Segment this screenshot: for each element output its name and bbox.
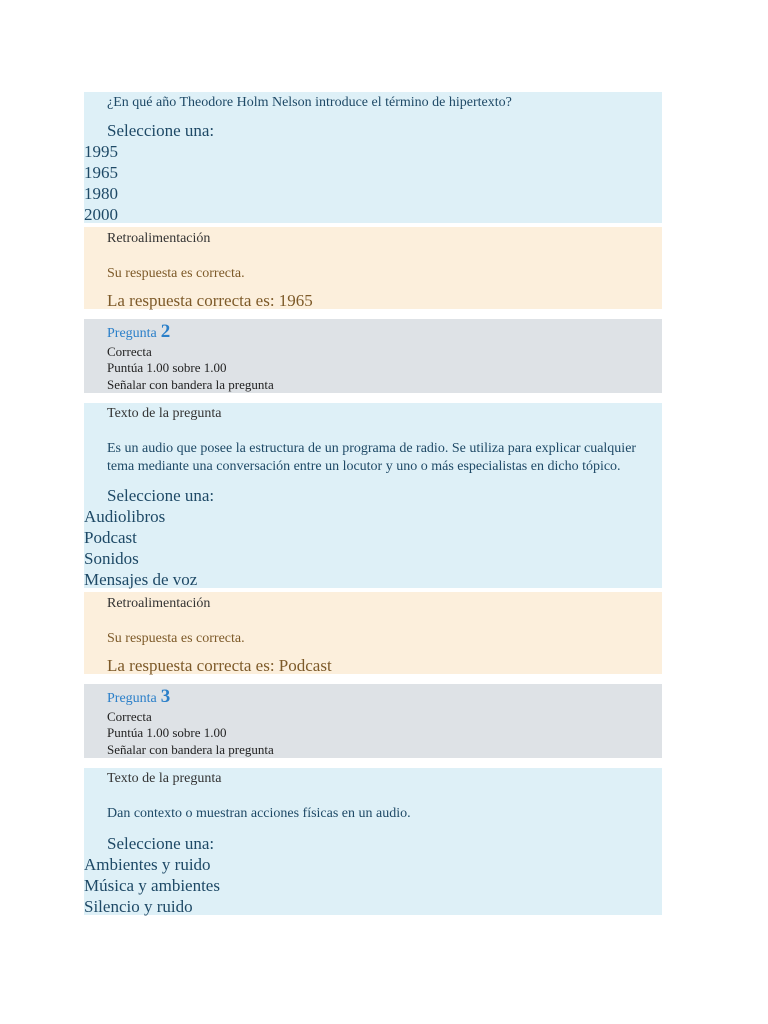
question-2-grade: Puntúa 1.00 sobre 1.00 <box>107 360 227 375</box>
question-2-feedback-title: Retroalimentación <box>107 596 211 611</box>
question-2-text-line-1: Es un audio que posee la estructura de un programa de radio. Se utiliza para explicar cualquier <box>107 441 637 456</box>
question-3-state: Correcta <box>107 709 152 724</box>
question-1-feedback-result: Su respuesta es correcta. <box>107 266 245 281</box>
question-1-correct-answer: La respuesta correcta es: 1965 <box>107 291 313 310</box>
question-2-option-1[interactable]: Audiolibros <box>84 507 166 526</box>
question-1-option-2[interactable]: 1965 <box>84 163 118 182</box>
question-1-text: ¿En qué año Theodore Holm Nelson introduce el término de hipertexto? <box>107 95 512 110</box>
question-2-option-3[interactable]: Sonidos <box>84 549 139 568</box>
question-1-text-block <box>84 92 662 223</box>
question-3-number: 3 <box>160 686 171 707</box>
question-2-option-2[interactable]: Podcast <box>84 528 137 547</box>
question-3-option-3[interactable]: Silencio y ruido <box>84 897 193 916</box>
question-2-option-4[interactable]: Mensajes de voz <box>84 570 198 589</box>
question-2-flag-link[interactable]: Señalar con bandera la pregunta <box>107 377 274 392</box>
question-2-feedback-result: Su respuesta es correcta. <box>107 631 245 646</box>
question-3-grade: Puntúa 1.00 sobre 1.00 <box>107 725 227 740</box>
question-2-number: 2 <box>160 321 171 342</box>
question-2-correct-answer: La respuesta correcta es: Podcast <box>107 656 332 675</box>
question-1-option-4[interactable]: 2000 <box>84 205 118 224</box>
question-2-label: Pregunta <box>107 326 157 341</box>
question-1-option-3[interactable]: 1980 <box>84 184 118 203</box>
question-3-prompt: Seleccione una: <box>107 834 215 853</box>
question-1-prompt: Seleccione una: <box>107 121 215 140</box>
question-2-heading <box>107 321 170 343</box>
question-3-flag-link[interactable]: Señalar con bandera la pregunta <box>107 742 274 757</box>
question-2-state: Correcta <box>107 344 152 359</box>
question-2-text-line-2: tema mediante una conversación entre un locutor y uno o más especialistas en dicho tópico. <box>107 459 621 474</box>
question-3-text: Dan contexto o muestran acciones físicas en un audio. <box>107 806 411 821</box>
question-2-text-heading: Texto de la pregunta <box>107 406 222 421</box>
question-3-option-2[interactable]: Música y ambientes <box>84 876 220 895</box>
question-2-prompt: Seleccione una: <box>107 486 215 505</box>
question-1-option-1[interactable]: 1995 <box>84 142 118 161</box>
question-3-label: Pregunta <box>107 691 157 706</box>
question-3-text-heading: Texto de la pregunta <box>107 771 222 786</box>
question-3-option-1[interactable]: Ambientes y ruido <box>84 855 211 874</box>
question-1-feedback-title: Retroalimentación <box>107 231 211 246</box>
question-3-heading <box>107 686 170 708</box>
